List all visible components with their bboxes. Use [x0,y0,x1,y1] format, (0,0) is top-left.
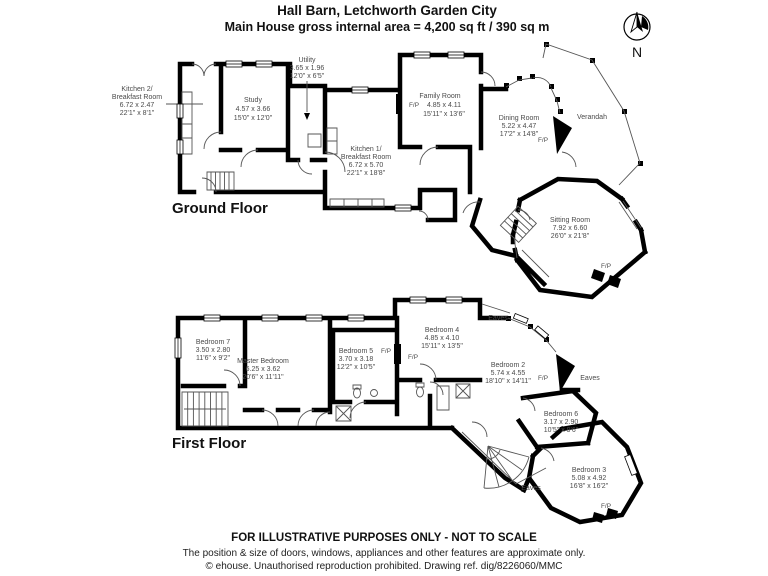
room-label-kitchen2: Kitchen 2/ [121,86,153,93]
room-dim-metric-bedroom2: 5.74 x 4.55 [490,370,526,377]
room-label-utility: Utility [298,57,316,64]
room-label-bedroom4: Bedroom 4 [424,327,460,334]
fireplace-label-dining: F/P [538,137,548,144]
room-label-bedroom6: Bedroom 6 [543,411,579,418]
room-dim-imperial-dining-room: 17'2" x 14'8" [499,131,539,138]
room-dim-metric-utility: 3.65 x 1.96 [289,65,325,72]
page-title: Hall Barn, Letchworth Garden City [277,3,497,18]
room-dim-metric-study: 4.57 x 3.66 [235,106,271,113]
room-dim-imperial-bedroom7: 11'6" x 9'2" [196,355,230,362]
room-dim-imperial-study: 15'0" x 12'0" [233,115,273,122]
room-label-kitchen2-line2: Breakfast Room [111,94,163,101]
fireplace-label-sitting: F/P [601,263,611,270]
room-dim-imperial-bedroom3: 16'8" x 16'2" [569,483,609,490]
window [513,314,528,324]
room-label-bedroom7: Bedroom 7 [195,339,231,346]
room-dim-imperial-utility: 12'0" x 6'5" [289,73,325,80]
room-dim-metric-sitting-room: 7.92 x 6.60 [552,225,588,232]
ground-floor-label: Ground Floor [172,200,268,217]
room-label-master-bedroom: Master Bedroom [237,358,289,365]
basin-icon [371,390,378,397]
toilet-icon [354,388,361,398]
footer-disclaimer-bold: FOR ILLUSTRATIVE PURPOSES ONLY - NOT TO SCALE [231,532,537,544]
room-label-family-room: Family Room [419,93,461,100]
room-dim-metric-bedroom6: 3.17 x 2.90 [543,419,579,426]
room-label-kitchen1-line2: Breakfast Room [340,154,392,161]
footer-disclaimer-detail: The position & size of doors, windows, appliances and other features are approximate only. [182,548,586,559]
verandah-label: Verandah [577,114,607,121]
fireplace-label-family: F/P [409,102,419,109]
room-dim-imperial-bedroom4: 15'11" x 13'5" [421,343,463,350]
compass-icon [624,12,650,40]
fireplace-label-bedroom5: F/P [381,348,391,355]
room-dim-imperial-family-room: 15'11" x 13'6" [423,111,465,118]
room-dim-metric-bedroom3: 5.08 x 4.92 [571,475,607,482]
page-subtitle: Main House gross internal area = 4,200 sq ft / 390 sq m [224,20,550,34]
ground-floor-details [166,44,641,277]
room-label-bedroom3: Bedroom 3 [571,467,607,474]
room-dim-metric-bedroom5: 3.70 x 3.18 [338,356,374,363]
room-dim-imperial-bedroom2: 18'10" x 14'11" [485,378,531,385]
fireplace-label-bedroom4: F/P [408,354,418,361]
room-label-bedroom5: Bedroom 5 [338,348,374,355]
room-label-bedroom2: Bedroom 2 [490,362,526,369]
first-floor-label: First Floor [172,435,247,452]
room-dim-metric-master-bedroom: 6.25 x 3.62 [245,366,281,373]
fireplace-label-bedroom3: F/P [601,503,611,510]
room-dim-imperial-kitchen1: 22'1" x 18'8" [346,170,386,177]
room-dim-metric-bedroom7: 3.50 x 2.80 [195,347,231,354]
room-dim-metric-dining-room: 5.22 x 4.47 [501,123,537,130]
eaves-label-right: Eaves [580,375,600,382]
room-dim-imperial-master-bedroom: 20'6" x 11'11" [242,374,284,381]
footer-copyright: © ehouse. Unauthorised reproduction prohibited. Drawing ref. dig/8226060/MMC [205,561,563,572]
room-dim-metric-bedroom4: 4.85 x 4.10 [424,335,460,342]
room-dim-metric-family-room: 4.85 x 4.11 [426,102,462,109]
room-dim-metric-kitchen1: 6.72 x 5.70 [348,162,384,169]
compass-north-label: N [631,44,643,60]
room-label-kitchen1: Kitchen 1/ [350,146,382,153]
fireplace-label-bedroom2: F/P [538,375,548,382]
room-label-dining-room: Dining Room [498,115,540,122]
room-label-sitting-room: Sitting Room [549,217,591,224]
eaves-label-top: Eaves [488,315,508,322]
room-dim-imperial-kitchen2: 22'1" x 8'1" [119,110,155,117]
room-dim-imperial-bedroom5: 12'2" x 10'5" [336,364,376,371]
eaves-label-bottom: Eaves [521,485,541,492]
ground-floor-walls [180,55,645,297]
toilet-icon [417,387,424,397]
room-dim-metric-kitchen2: 6.72 x 2.47 [119,102,155,109]
room-dim-imperial-bedroom6: 10'5" x 9'6" [543,427,579,434]
room-label-study: Study [244,97,262,104]
room-dim-imperial-sitting-room: 26'0" x 21'8" [550,233,590,240]
